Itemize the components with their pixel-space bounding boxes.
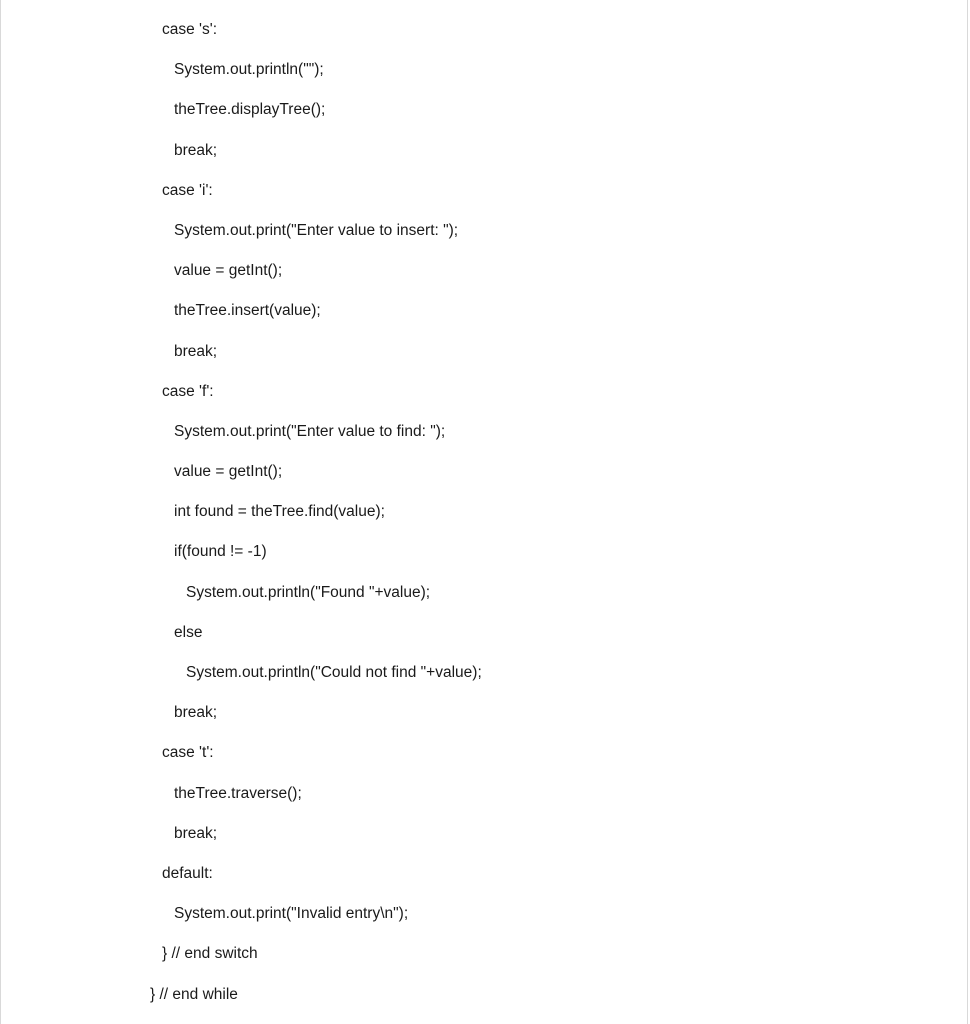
code-line: System.out.println("");	[174, 61, 324, 79]
code-line: else	[174, 623, 203, 641]
code-line: theTree.insert(value);	[174, 302, 321, 320]
code-line: default:	[162, 864, 213, 882]
code-line: break;	[174, 342, 218, 360]
code-line: System.out.print("Enter value to insert: ");	[174, 221, 459, 239]
code-line: value = getInt();	[174, 463, 283, 481]
code-line: if(found != -1)	[174, 543, 267, 561]
code-line: System.out.print("Invalid entry\n");	[174, 905, 409, 923]
code-line: case 't':	[162, 744, 214, 762]
code-line: theTree.displayTree();	[174, 101, 326, 119]
code-line: break;	[174, 704, 218, 722]
code-line: case 's':	[162, 21, 218, 38]
code-line: case 'i':	[162, 181, 213, 199]
code-line: int found = theTree.find(value);	[174, 503, 385, 521]
code-line: theTree.traverse();	[174, 784, 302, 802]
code-line: System.out.println("Could not find "+value);	[186, 664, 482, 681]
code-line: case 'f':	[162, 382, 214, 400]
code-line: System.out.println("Found "+value);	[186, 583, 431, 601]
code-line: break;	[174, 141, 218, 159]
code-line: value = getInt();	[174, 262, 283, 280]
code-line: break;	[174, 824, 218, 842]
code-line: } // end switch	[162, 945, 258, 963]
code-line: } // end while	[150, 985, 238, 1003]
code-listing	[1, 18, 967, 1023]
code-line: System.out.print("Enter value to find: ");	[174, 422, 446, 440]
